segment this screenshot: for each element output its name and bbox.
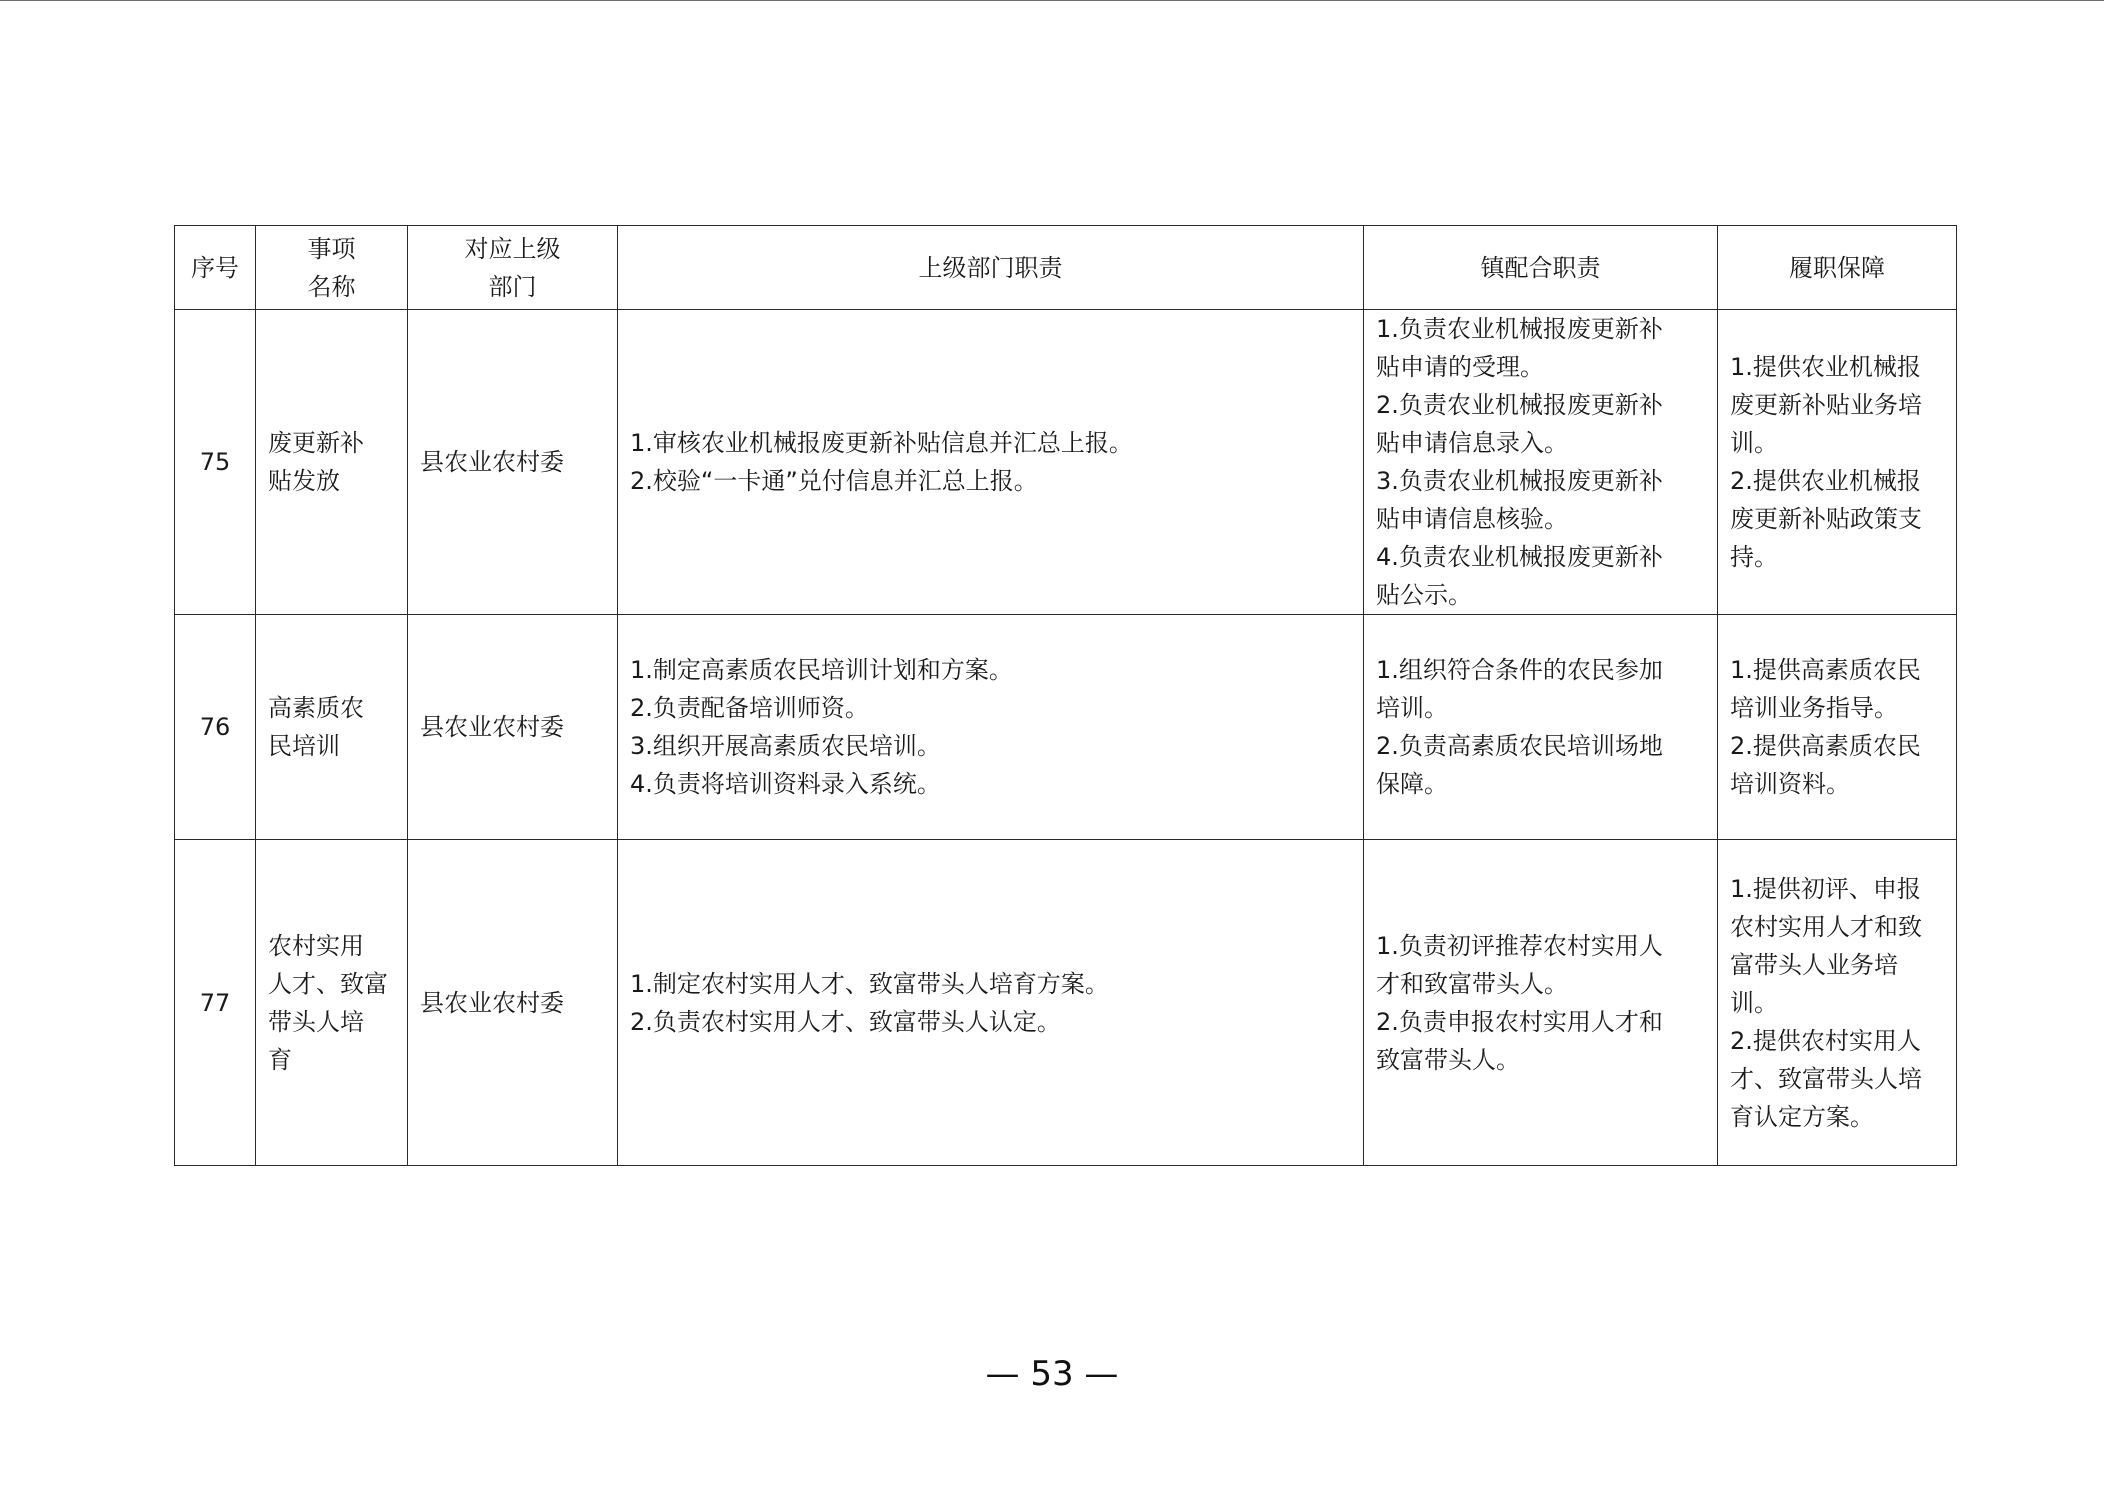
- row-superior-duty: [618, 615, 1364, 840]
- superior-duty-line: 1.审核农业机械报废更新补贴信息并汇总上报。: [630, 429, 1133, 457]
- town-duty-line: 贴申请信息核验。: [1376, 505, 1568, 533]
- item-name-line: 带头人培: [268, 1007, 364, 1036]
- guarantee-line: 1.提供高素质农民: [1730, 656, 1921, 684]
- table-row: [175, 310, 1957, 615]
- superior-duty-line: 4.负责将培训资料录入系统。: [630, 770, 941, 798]
- row-item-name: [256, 615, 408, 840]
- town-duty-line: 保障。: [1376, 770, 1448, 798]
- row-dept: 县农业农村委: [408, 615, 618, 840]
- guarantee-line: 才、致富带头人培: [1730, 1064, 1922, 1093]
- town-duty-line: 3.负责农业机械报废更新补: [1376, 467, 1663, 495]
- header-town-duty: 镇配合职责: [1364, 226, 1718, 310]
- header-superior-dept-line: 对应上级: [464, 234, 561, 263]
- row-guarantee: [1718, 615, 1957, 840]
- town-duty-line: 1.负责初评推荐农村实用人: [1376, 931, 1663, 960]
- town-duty-line: 2.负责高素质农民培训场地: [1376, 732, 1663, 760]
- header-superior-duty: 上级部门职责: [618, 226, 1364, 310]
- table-row: [175, 615, 1957, 840]
- town-duty-line: 2.负责申报农村实用人才和: [1376, 1007, 1663, 1036]
- superior-duty-line: 1.制定高素质农民培训计划和方案。: [630, 656, 1013, 684]
- guarantee-line: 富带头人业务培: [1730, 950, 1898, 979]
- guarantee-line: 持。: [1730, 543, 1778, 571]
- header-guarantee: 履职保障: [1718, 226, 1957, 310]
- row-dept: 县农业农村委: [408, 310, 618, 615]
- row-town-duty: [1364, 310, 1718, 615]
- superior-duty-line: 2.负责配备培训师资。: [630, 694, 869, 722]
- guarantee-line: 培训资料。: [1730, 770, 1850, 798]
- guarantee-line: 1.提供农业机械报: [1730, 353, 1921, 381]
- town-duty-line: 4.负责农业机械报废更新补: [1376, 543, 1663, 571]
- page-number: — 53 —: [985, 1354, 1119, 1394]
- town-duty-line: 致富带头人。: [1376, 1045, 1520, 1074]
- header-superior-dept: [408, 226, 618, 310]
- row-seq: 75: [175, 310, 256, 615]
- top-border-line: [0, 0, 2104, 1]
- item-name-line: 高素质农: [268, 694, 364, 722]
- superior-duty-line: 3.组织开展高素质农民培训。: [630, 732, 941, 760]
- guarantee-line: 育认定方案。: [1730, 1102, 1874, 1131]
- guarantee-line: 训。: [1730, 429, 1778, 457]
- row-item-name: [256, 310, 408, 615]
- guarantee-line: 废更新补贴政策支: [1730, 505, 1922, 533]
- row-town-duty: [1364, 840, 1718, 1166]
- duty-table: [174, 225, 1957, 1166]
- row-superior-duty: [618, 840, 1364, 1166]
- row-guarantee: [1718, 840, 1957, 1166]
- item-name-line: 农村实用: [268, 931, 364, 960]
- header-item-name: [256, 226, 408, 310]
- header-item-name-line: 名称: [307, 272, 356, 301]
- town-duty-line: 培训。: [1376, 694, 1448, 722]
- town-duty-line: 2.负责农业机械报废更新补: [1376, 391, 1663, 419]
- guarantee-line: 培训业务指导。: [1730, 694, 1898, 722]
- row-guarantee: [1718, 310, 1957, 615]
- guarantee-line: 农村实用人才和致: [1730, 912, 1922, 941]
- row-seq: 76: [175, 615, 256, 840]
- header-superior-dept-line: 部门: [488, 272, 537, 301]
- table-header-row: [175, 226, 1957, 310]
- item-name-line: 贴发放: [268, 467, 340, 495]
- header-item-name-line: 事项: [307, 234, 356, 263]
- table-row: [175, 840, 1957, 1166]
- town-duty-line: 1.负责农业机械报废更新补: [1376, 315, 1663, 343]
- superior-duty-line: 2.校验“一卡通”兑付信息并汇总上报。: [630, 467, 1038, 495]
- guarantee-line: 1.提供初评、申报: [1730, 874, 1921, 903]
- row-seq: 77: [175, 840, 256, 1166]
- guarantee-line: 废更新补贴业务培: [1730, 391, 1922, 419]
- superior-duty-line: 2.负责农村实用人才、致富带头人认定。: [630, 1007, 1061, 1036]
- guarantee-line: 2.提供高素质农民: [1730, 732, 1921, 760]
- item-name-line: 人才、致富: [268, 969, 388, 998]
- item-name-line: 育: [268, 1045, 292, 1074]
- town-duty-line: 才和致富带头人。: [1376, 969, 1568, 998]
- guarantee-line: 2.提供农村实用人: [1730, 1026, 1921, 1055]
- header-seq: 序号: [175, 226, 256, 310]
- row-dept: 县农业农村委: [408, 840, 618, 1166]
- row-town-duty: [1364, 615, 1718, 840]
- town-duty-line: 贴申请的受理。: [1376, 353, 1544, 381]
- row-item-name: [256, 840, 408, 1166]
- item-name-line: 民培训: [268, 732, 340, 760]
- guarantee-line: 训。: [1730, 988, 1778, 1017]
- item-name-line: 废更新补: [268, 429, 364, 457]
- superior-duty-line: 1.制定农村实用人才、致富带头人培育方案。: [630, 969, 1109, 998]
- guarantee-line: 2.提供农业机械报: [1730, 467, 1921, 495]
- town-duty-line: 1.组织符合条件的农民参加: [1376, 656, 1663, 684]
- town-duty-line: 贴申请信息录入。: [1376, 429, 1568, 457]
- town-duty-line: 贴公示。: [1376, 581, 1472, 609]
- row-superior-duty: [618, 310, 1364, 615]
